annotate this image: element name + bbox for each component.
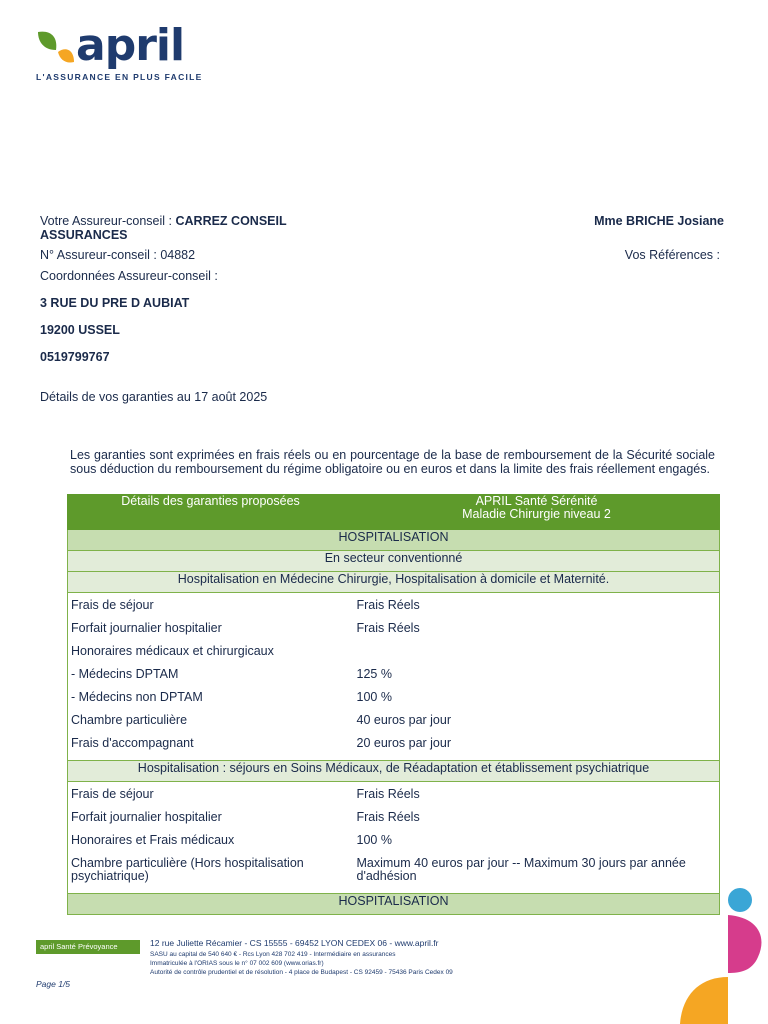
row-value: Frais Réels xyxy=(354,811,720,834)
advisor-number: N° Assureur-conseil : 04882 xyxy=(40,248,196,262)
advisor-coords-label: Coordonnées Assureur-conseil : xyxy=(40,269,218,283)
group-row xyxy=(68,572,720,593)
group-title: Hospitalisation en Médecine Chirurgie, Hospitalisation à domicile et Maternité. xyxy=(68,572,720,593)
section-row xyxy=(68,894,720,915)
row-value xyxy=(354,645,720,668)
table-row xyxy=(68,857,720,894)
table-row xyxy=(68,691,720,714)
section-title: HOSPITALISATION xyxy=(68,530,720,551)
advisor-city: 19200 USSEL xyxy=(40,323,120,337)
row-value: 20 euros par jour xyxy=(354,737,720,761)
footer-address: 12 rue Juliette Récamier - CS 15555 - 69452 LYON CEDEX 06 - www.april.fr xyxy=(150,938,439,948)
row-label: Forfait journalier hospitalier xyxy=(68,622,354,645)
header-right-line1: APRIL Santé Sérénité xyxy=(475,494,598,508)
row-label: Chambre particulière (Hors hospitalisation psychiatrique) xyxy=(68,857,354,894)
footer-legal-2: Immatriculée à l'ORIAS sous le n° 07 002 609 (www.orias.fr) xyxy=(150,960,324,967)
row-value: 100 % xyxy=(354,691,720,714)
advisor-label-line xyxy=(40,214,287,228)
intro-paragraph: Les garanties sont exprimées en frais réels ou en pourcentage de la base de remboursement de la Sécurité sociale sous déduction du remboursement du régime obligatoire ou en euros et dans la limite des frais réellement engagés. xyxy=(70,448,715,476)
table-row xyxy=(68,737,720,761)
row-label: Frais d'accompagnant xyxy=(68,737,354,761)
advisor-name-line2: ASSURANCES xyxy=(40,228,128,242)
row-label: Honoraires et Frais médicaux xyxy=(68,834,354,857)
footer-badge: april Santé Prévoyance xyxy=(36,940,140,954)
section-title: HOSPITALISATION xyxy=(68,894,720,915)
row-label: Frais de séjour xyxy=(68,599,354,622)
table-header xyxy=(68,495,720,530)
table-row xyxy=(68,599,720,622)
row-label: - Médecins non DPTAM xyxy=(68,691,354,714)
footer-legal-3: Autorité de contrôle prudentiel et de résolution - 4 place de Budapest - CS 92459 - 75436 Paris Cedex 09 xyxy=(150,969,453,976)
row-value: 100 % xyxy=(354,834,720,857)
advisor-label: Votre Assureur-conseil : xyxy=(40,214,176,228)
header-right-line2: Maladie Chirurgie niveau 2 xyxy=(462,507,611,521)
row-value: Frais Réels xyxy=(354,599,720,622)
row-label: Frais de séjour xyxy=(68,788,354,811)
table-row xyxy=(68,668,720,691)
section-row xyxy=(68,530,720,551)
footer-legal-1: SASU au capital de 540 640 € - Rcs Lyon 428 702 419 - Intermédiaire en assurances xyxy=(150,951,396,958)
decorative-brand-shapes-icon xyxy=(680,885,768,1024)
row-value: Frais Réels xyxy=(354,622,720,645)
row-label: Chambre particulière xyxy=(68,714,354,737)
row-label: - Médecins DPTAM xyxy=(68,668,354,691)
advisor-address: 3 RUE DU PRE D AUBIAT xyxy=(40,296,190,310)
april-leaf-logo-icon xyxy=(36,28,76,66)
table-row xyxy=(68,714,720,737)
header-right xyxy=(354,495,720,530)
group-row xyxy=(68,761,720,782)
row-label: Forfait journalier hospitalier xyxy=(68,811,354,834)
brand-logo-text: april xyxy=(76,20,185,71)
table-row xyxy=(68,788,720,811)
details-date: Détails de vos garanties au 17 août 2025 xyxy=(40,390,268,404)
table-row xyxy=(68,622,720,645)
table-row xyxy=(68,811,720,834)
advisor-phone: 0519799767 xyxy=(40,350,110,364)
client-name: Mme BRICHE Josiane xyxy=(594,214,724,228)
header-left: Détails des garanties proposées xyxy=(68,495,354,530)
table-row xyxy=(68,645,720,668)
guarantees-table xyxy=(67,494,720,915)
subsection-row xyxy=(68,551,720,572)
group-title: Hospitalisation : séjours en Soins Médicaux, de Réadaptation et établissement psychiatrique xyxy=(68,761,720,782)
advisor-name: CARREZ CONSEIL xyxy=(175,214,287,228)
client-references-label: Vos Références : xyxy=(624,248,720,262)
row-value: 125 % xyxy=(354,668,720,691)
subsection-title: En secteur conventionné xyxy=(68,551,720,572)
table-row xyxy=(68,834,720,857)
row-value: 40 euros par jour xyxy=(354,714,720,737)
row-value: Maximum 40 euros par jour -- Maximum 30 jours par année d'adhésion xyxy=(354,857,720,894)
row-value: Frais Réels xyxy=(354,788,720,811)
brand-tagline: L'ASSURANCE EN PLUS FACILE xyxy=(36,72,203,82)
page-number: Page 1/5 xyxy=(36,979,71,989)
row-label: Honoraires médicaux et chirurgicaux xyxy=(68,645,354,668)
